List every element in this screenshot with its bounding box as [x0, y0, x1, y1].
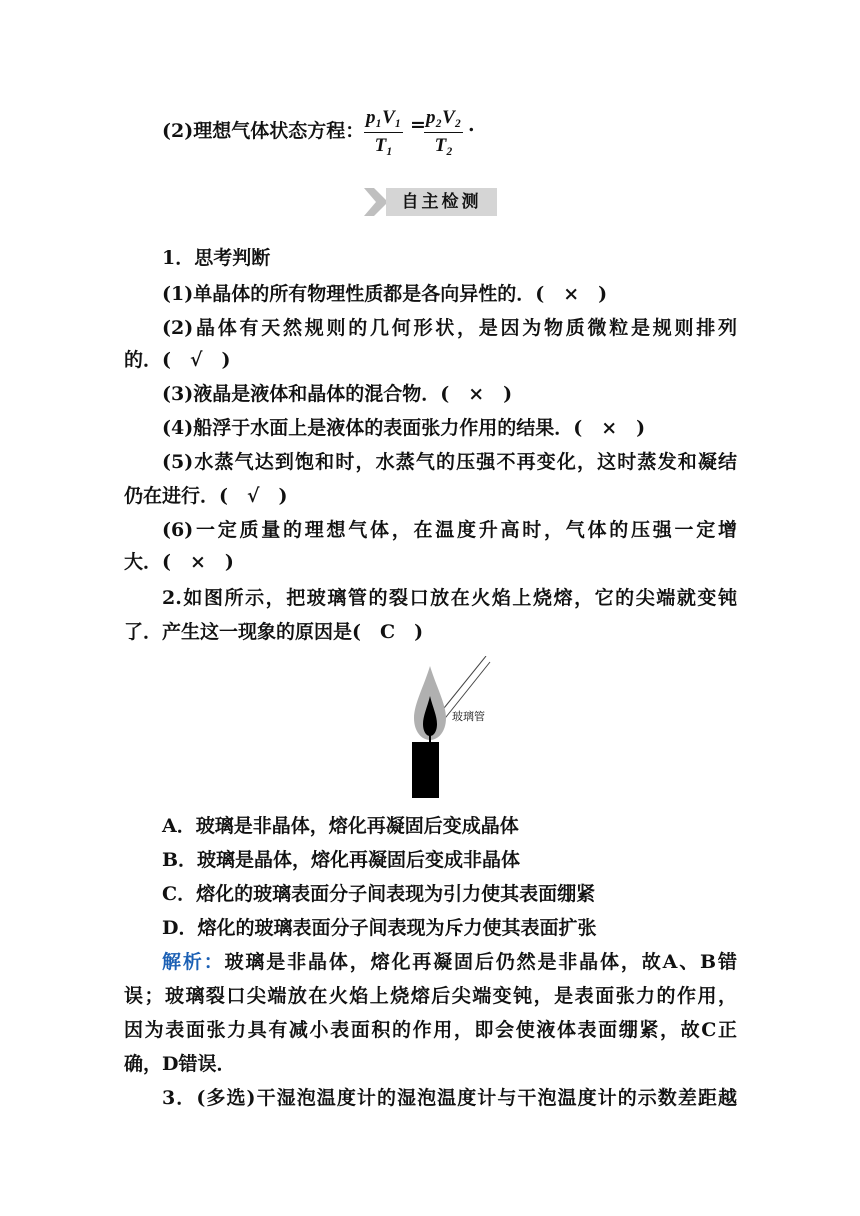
formula-left-numerator: p₁V₁	[366, 107, 402, 128]
judgement-6: (6)一定质量的理想气体，在温度升高时，气体的压强一定增	[162, 519, 737, 541]
candle-flame-icon	[400, 656, 500, 801]
q2-line2: 了．产生这一现象的原因是( C )	[124, 621, 424, 643]
analysis-line3: 因为表面张力具有减小表面积的作用，即会使液体表面绷紧，故C正	[124, 1019, 737, 1041]
q2-option-a: A．玻璃是非晶体，熔化再凝固后变成晶体	[162, 815, 519, 837]
judgement-5: (5)水蒸气达到饱和时，水蒸气的压强不再变化，这时蒸发和凝结	[162, 451, 737, 473]
section1-title: 1．思考判断	[162, 247, 271, 269]
formula-left-denominator: T₁	[374, 135, 393, 156]
judgement-2-cont: 的．( √ )	[124, 349, 231, 371]
judgement-3: (3)液晶是液体和晶体的混合物．( × )	[162, 383, 513, 405]
formula-right-fraction	[424, 104, 463, 159]
judgement-2: (2)晶体有天然规则的几何形状，是因为物质微粒是规则排列	[162, 317, 737, 339]
candle-figure	[400, 656, 500, 801]
q3-line1: 3．(多选)干湿泡温度计的湿泡温度计与干泡温度计的示数差距越	[162, 1087, 737, 1109]
judgement-4: (4)船浮于水面上是液体的表面张力作用的结果．( × )	[162, 417, 646, 439]
formula-right-numerator: p₂V₂	[426, 107, 462, 128]
formula-equals: =	[410, 114, 426, 136]
formula-left-fraction	[364, 104, 403, 159]
q2-option-b: B．玻璃是晶体，熔化再凝固后变成非晶体	[162, 849, 521, 871]
q2-line1: 2.如图所示，把玻璃管的裂口放在火焰上烧熔，它的尖端就变钝	[162, 587, 737, 609]
q2-option-d: D．熔化的玻璃表面分子间表现为斥力使其表面扩张	[162, 917, 597, 939]
formula-end: .	[468, 114, 475, 136]
analysis-line4: 确，D错误．	[124, 1053, 236, 1075]
formula-right-denominator: T₂	[434, 135, 453, 156]
analysis-line2: 误；玻璃裂口尖端放在火焰上烧熔后尖端变钝，是表面张力的作用，	[124, 985, 737, 1007]
banner-title: 自主检测	[386, 188, 497, 216]
analysis-text-1: 玻璃是非晶体，熔化再凝固后仍然是非晶体，故A、B错	[224, 951, 737, 973]
formula-label: (2)理想气体状态方程：	[162, 120, 365, 142]
judgement-1: (1)单晶体的所有物理性质都是各向异性的．( × )	[162, 283, 608, 305]
analysis-line1	[162, 949, 737, 975]
judgement-6-cont: 大．( × )	[124, 551, 234, 573]
figure-caption: 玻璃管	[452, 710, 485, 723]
section-banner	[364, 188, 497, 216]
analysis-label: 解析：	[162, 951, 225, 973]
judgement-5-cont: 仍在进行．( √ )	[124, 485, 288, 507]
q2-option-c: C．熔化的玻璃表面分子间表现为引力使其表面绷紧	[162, 883, 596, 905]
